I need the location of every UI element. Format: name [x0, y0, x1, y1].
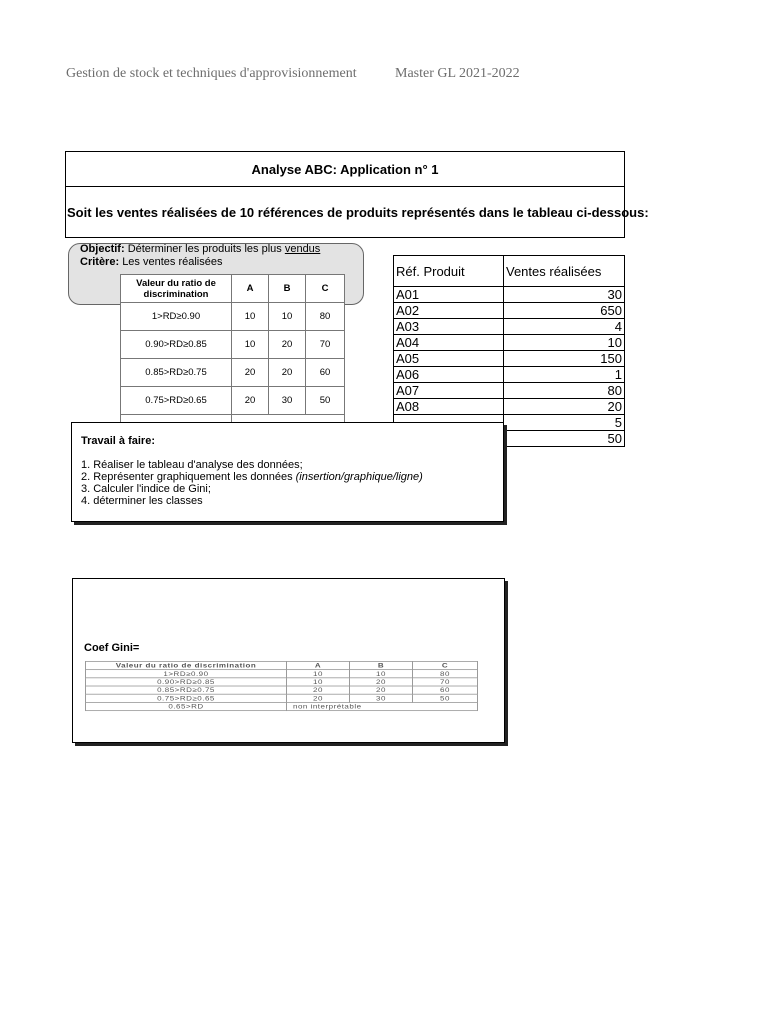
criteria-text: Les ventes réalisées [122, 256, 223, 268]
rd-header-c: C [306, 275, 345, 303]
table-row [394, 383, 625, 399]
rd-cell: 50 [306, 387, 345, 415]
sales-header-ref: Réf. Produit [394, 256, 504, 287]
title-box [65, 151, 649, 238]
mini-cell: 1>RD≥0.90 [86, 670, 287, 678]
table-row [394, 335, 625, 351]
mini-cell: 10 [287, 678, 350, 686]
mini-cell: 20 [350, 678, 413, 686]
discrimination-table-image [85, 661, 478, 713]
rd-cell: 60 [306, 359, 345, 387]
table-row [394, 319, 625, 335]
rd-cell: 20 [269, 331, 306, 359]
mini-cell: B [350, 661, 413, 669]
rd-cell: 0.75>RD≥0.65 [121, 387, 232, 415]
work-item-4: 4. déterminer les classes [81, 495, 203, 507]
sales-value: 20 [504, 399, 625, 415]
mini-cell: A [287, 661, 350, 669]
work-list [81, 459, 423, 507]
sales-ref: A03 [394, 319, 504, 335]
sales-value: 80 [504, 383, 625, 399]
objective-text: Déterminer les produits les plus [127, 243, 282, 255]
mini-cell: Valeur du ratio de discrimination [86, 661, 287, 669]
criteria-line [80, 256, 222, 269]
sales-value: 50 [504, 431, 625, 447]
mini-cell: 20 [287, 694, 350, 702]
sales-value: 4 [504, 319, 625, 335]
mini-cell: 0.90>RD≥0.85 [86, 678, 287, 686]
objective-underlined: vendus [284, 243, 321, 255]
table-row [394, 399, 625, 415]
rd-cell: 10 [269, 303, 306, 331]
rd-cell: 20 [232, 387, 269, 415]
work-title: Travail à faire: [81, 435, 155, 447]
rd-cell: 1>RD≥0.90 [121, 303, 232, 331]
mini-cell: 20 [287, 686, 350, 694]
mini-cell: 0.75>RD≥0.65 [86, 694, 287, 702]
table-row [394, 303, 625, 319]
sales-ref: A06 [394, 367, 504, 383]
sales-value: 650 [504, 303, 625, 319]
rd-cell: 20 [232, 359, 269, 387]
criteria-label: Critère: [80, 256, 120, 268]
table-row [121, 331, 345, 359]
gini-label: Coef Gini= [84, 642, 140, 654]
mini-cell: 60 [413, 686, 478, 694]
sales-table [393, 255, 625, 447]
rd-header-a: A [232, 275, 269, 303]
mini-cell: 10 [350, 670, 413, 678]
work-item-2-text: 2. Représenter graphiquement les données [81, 471, 296, 483]
table-row [121, 387, 345, 415]
exercise-intro: Soit les ventes réalisées de 10 références de produits représentés dans le tableau ci-dessous: [67, 204, 649, 220]
work-item-2 [81, 471, 423, 483]
sales-ref: A05 [394, 351, 504, 367]
rd-cell: 70 [306, 331, 345, 359]
mini-discrimination-table [85, 661, 478, 711]
rd-cell: 10 [232, 331, 269, 359]
work-item-2-italic: (insertion/graphique/ligne) [295, 471, 423, 483]
rd-cell: 30 [269, 387, 306, 415]
mini-cell: 0.65>RD [86, 702, 287, 710]
table-row [86, 694, 478, 702]
sales-ref: A04 [394, 335, 504, 351]
mini-cell: 30 [350, 694, 413, 702]
objective-line [80, 243, 320, 256]
discrimination-ratio-table [120, 274, 345, 438]
sales-value: 150 [504, 351, 625, 367]
mini-cell: 10 [287, 670, 350, 678]
rd-cell: 0.90>RD≥0.85 [121, 331, 232, 359]
mini-cell: 70 [413, 678, 478, 686]
table-row [394, 351, 625, 367]
table-row [86, 678, 478, 686]
table-row [86, 702, 478, 710]
rd-header-b: B [269, 275, 306, 303]
mini-cell: 50 [413, 694, 478, 702]
rd-cell: 0.85>RD≥0.75 [121, 359, 232, 387]
work-item-1: 1. Réaliser le tableau d'analyse des données; [81, 459, 303, 471]
sales-ref: A02 [394, 303, 504, 319]
rd-cell: 20 [269, 359, 306, 387]
table-row [86, 670, 478, 678]
rd-cell: 80 [306, 303, 345, 331]
sales-header-sales: Ventes réalisées [504, 256, 625, 287]
mini-cell: 0.85>RD≥0.75 [86, 686, 287, 694]
sales-value: 1 [504, 367, 625, 383]
sales-value: 30 [504, 287, 625, 303]
work-box [71, 422, 504, 522]
mini-cell: C [413, 661, 478, 669]
rd-cell: 10 [232, 303, 269, 331]
table-row [121, 303, 345, 331]
header-course-title: Gestion de stock et techniques d'approvisionnement [66, 66, 357, 81]
objective-label: Objectif: [80, 243, 125, 255]
mini-cell: non interprétable [287, 702, 478, 710]
work-item-3: 3. Calculer l'indice de Gini; [81, 483, 211, 495]
table-row [394, 287, 625, 303]
mini-cell: 20 [350, 686, 413, 694]
gini-box [72, 578, 505, 743]
table-row [121, 359, 345, 387]
sales-value: 10 [504, 335, 625, 351]
sales-value: 5 [504, 415, 625, 431]
rd-header-ratio: Valeur du ratio de discrimination [121, 275, 232, 303]
header-program: Master GL 2021-2022 [395, 66, 520, 81]
mini-cell: 80 [413, 670, 478, 678]
sales-ref: A07 [394, 383, 504, 399]
table-row [86, 686, 478, 694]
table-row [394, 367, 625, 383]
exercise-title: Analyse ABC: Application n° 1 [66, 152, 624, 187]
sales-ref: A08 [394, 399, 504, 415]
sales-ref: A01 [394, 287, 504, 303]
